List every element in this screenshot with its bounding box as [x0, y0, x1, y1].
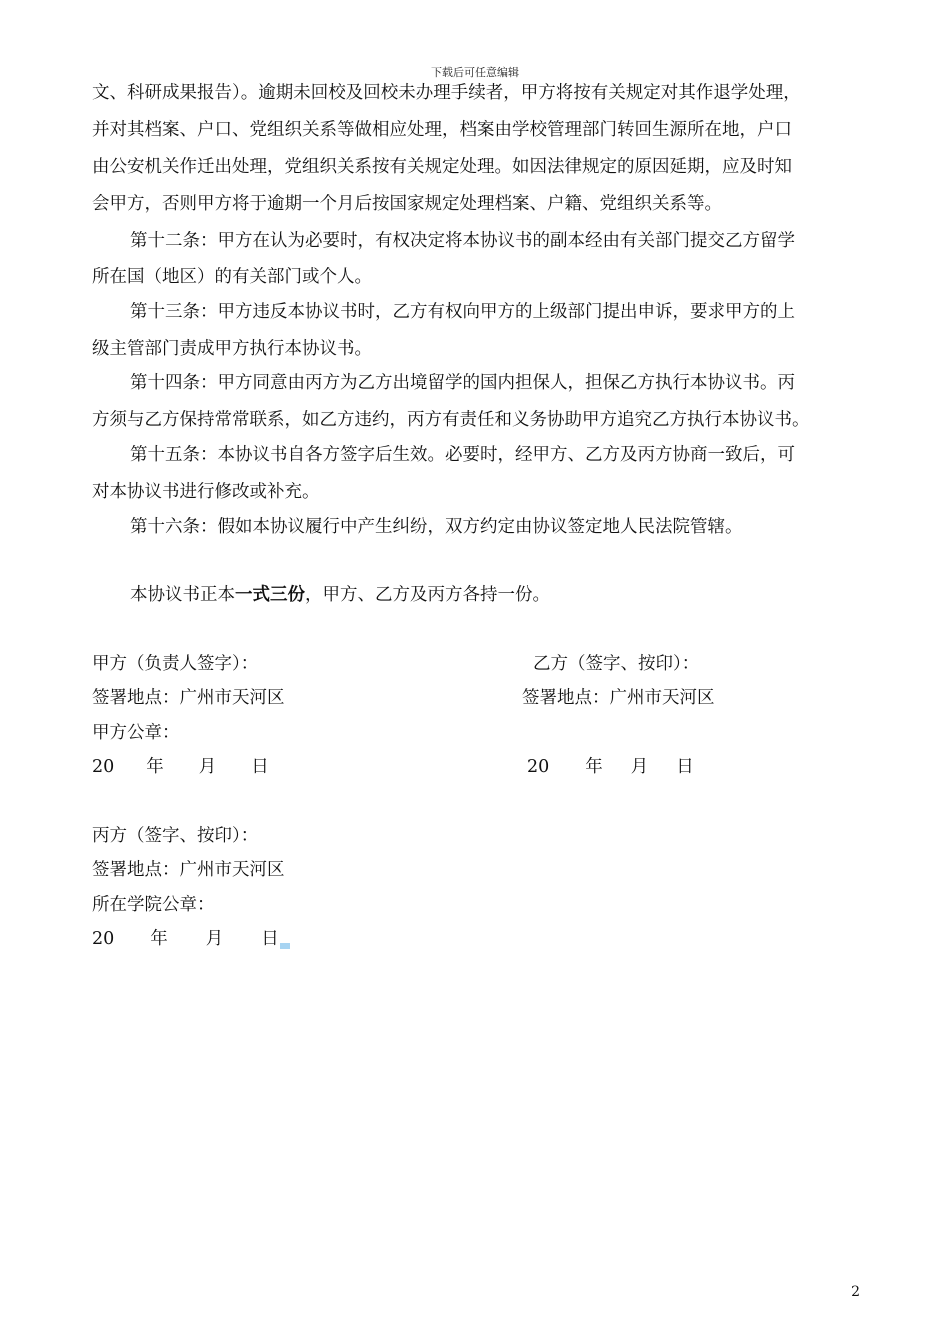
page-header: 下载后可任意编辑	[431, 66, 519, 79]
paragraph-line: 会甲方，否则甲方将于逾期一个月后按国家规定处理档案、户籍、党组织关系等。	[92, 194, 722, 214]
party-b-date	[527, 759, 694, 777]
copies-bold: 一式三份	[235, 585, 305, 605]
text-cursor-marker	[280, 943, 290, 949]
date-year-label: 年	[146, 757, 164, 777]
article-13-line: 第十三条：甲方违反本协议书时，乙方有权向甲方的上级部门提出申诉，要求甲方的上	[130, 302, 795, 322]
date-year: 20	[527, 757, 550, 777]
party-a-date	[92, 759, 269, 777]
date-day-label: 日	[676, 757, 694, 777]
date-year-label: 年	[150, 929, 168, 949]
copies-pre: 本协议书正本	[130, 585, 235, 605]
paragraph-line: 并对其档案、户口、党组织关系等做相应处理，档案由学校管理部门转回生源所在地，户口	[92, 120, 792, 140]
article-14-line: 方须与乙方保持常常联系，如乙方违约，丙方有责任和义务协助甲方追究乙方执行本协议书。	[92, 410, 810, 430]
date-month-label: 月	[205, 929, 224, 949]
party-c-place: 签署地点：广州市天河区	[92, 860, 285, 880]
article-16-line: 第十六条：假如本协议履行中产生纠纷，双方约定由协议签定地人民法院管辖。	[130, 517, 743, 537]
party-b-sign: 乙方（签字、按印）：	[533, 654, 700, 674]
party-c-seal: 所在学院公章：	[92, 895, 215, 915]
party-a-place: 签署地点：广州市天河区	[92, 688, 285, 708]
party-a-sign: 甲方（负责人签字）：	[92, 654, 259, 674]
copies-statement	[130, 587, 550, 605]
party-c-sign: 丙方（签字、按印）：	[92, 826, 259, 846]
paragraph-line: 文、科研成果报告）。逾期未回校及回校未办理手续者，甲方将按有关规定对其作退学处理，	[92, 83, 801, 103]
party-c-date	[92, 931, 290, 949]
article-12-line: 第十二条：甲方在认为必要时，有权决定将本协议书的副本经由有关部门提交乙方留学	[130, 231, 795, 251]
date-day-label: 日	[261, 929, 279, 949]
article-13-line: 级主管部门责成甲方执行本协议书。	[92, 339, 372, 359]
paragraph-line: 由公安机关作迁出处理，党组织关系按有关规定处理。如因法律规定的原因延期，应及时知	[92, 157, 792, 177]
article-12-line: 所在国（地区）的有关部门或个人。	[92, 267, 372, 287]
date-month-label: 月	[630, 757, 649, 777]
date-month-label: 月	[198, 757, 217, 777]
article-15-line: 对本协议书进行修改或补充。	[92, 482, 320, 502]
article-15-line: 第十五条：本协议书自各方签字后生效。必要时，经甲方、乙方及丙方协商一致后，可	[130, 445, 795, 465]
copies-post: ，甲方、乙方及丙方各持一份。	[305, 585, 550, 605]
party-a-seal: 甲方公章：	[92, 723, 180, 743]
date-day-label: 日	[251, 757, 269, 777]
page-number: 2	[851, 1284, 860, 1300]
article-14-line: 第十四条：甲方同意由丙方为乙方出境留学的国内担保人，担保乙方执行本协议书。丙	[130, 373, 795, 393]
date-year: 20	[92, 929, 115, 949]
date-year-label: 年	[585, 757, 603, 777]
party-b-place: 签署地点：广州市天河区	[522, 688, 715, 708]
date-year: 20	[92, 757, 115, 777]
